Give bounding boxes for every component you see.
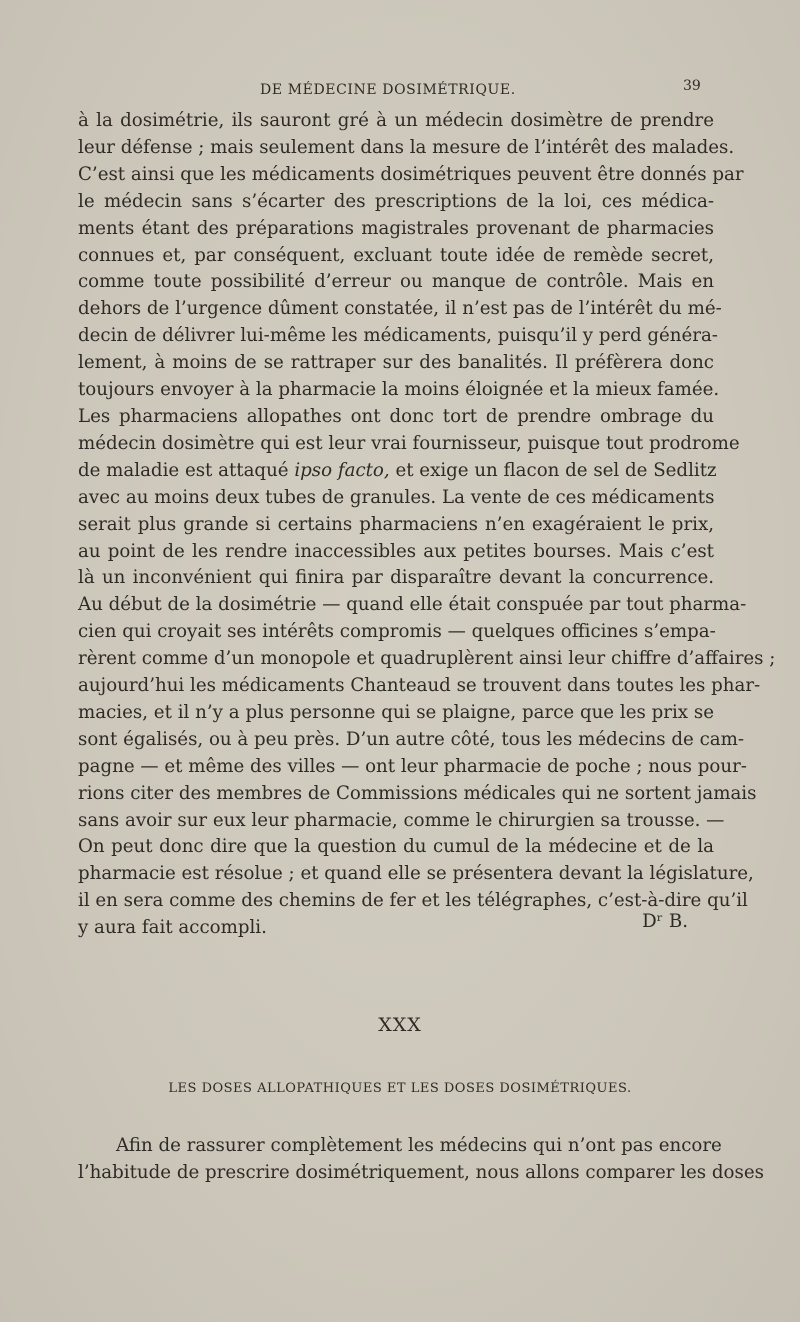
text-line: serait plus grande si certains pharmaciens n’en exagéraient le prix, bbox=[78, 513, 714, 535]
section-number: XXX bbox=[378, 1014, 422, 1036]
text-line: On peut donc dire que la question du cumul de la médecine et de la bbox=[78, 836, 714, 858]
text-line: toujours envoyer à la pharmacie la moins éloignée et la mieux famée. bbox=[78, 379, 720, 401]
text-line: rions citer des membres de Commissions médicales qui ne sortent jamais bbox=[78, 782, 757, 804]
text-line: à la dosimétrie, ils sauront gré à un médecin dosimètre de prendre bbox=[78, 110, 714, 131]
text-line-with-italic bbox=[78, 458, 717, 485]
text-line: dehors de l’urgence dûment constatée, il n’est pas de l’intérêt du mé- bbox=[78, 298, 722, 320]
text-line: aujourd’hui les médicaments Chanteaud se trouvent dans toutes les phar- bbox=[78, 675, 761, 697]
text-line: avec au moins deux tubes de granules. La vente de ces médicaments bbox=[78, 486, 715, 508]
text-line: decin de délivrer lui-même les médicaments, puisqu’il y perd généra- bbox=[78, 325, 718, 347]
text-segment: et exige un flacon de sel de Sedlitz bbox=[389, 459, 717, 481]
closing-line bbox=[78, 911, 714, 942]
text-line: Au début de la dosimétrie — quand elle était conspuée par tout pharma- bbox=[78, 594, 747, 616]
text-line: cien qui croyait ses intérêts compromis — quelques officines s’empa- bbox=[78, 621, 716, 643]
text-line: connues et, par conséquent, excluant toute idée de remède secret, bbox=[78, 244, 714, 266]
text-line: comme toute possibilité d’erreur ou manque de contrôle. Mais en bbox=[78, 271, 714, 293]
section-title: LES DOSES ALLOPATHIQUES ET LES DOSES DOSIMÉTRIQUES. bbox=[168, 1081, 632, 1096]
text-line: le médecin sans s’écarter des prescriptions de la loi, ces médica- bbox=[78, 190, 714, 212]
text-line: ments étant des préparations magistrales provenant de pharmacies bbox=[78, 217, 714, 239]
text-line: au point de les rendre inaccessibles aux petites bourses. Mais c’est bbox=[78, 540, 714, 562]
text-line: C’est ainsi que les médicaments dosimétriques peuvent être donnés par bbox=[78, 163, 744, 185]
paragraph-1 bbox=[78, 108, 776, 942]
page-number: 39 bbox=[683, 78, 701, 94]
text-line: rèrent comme d’un monopole et quadruplèrent ainsi leur chiffre d’affaires ; bbox=[78, 648, 776, 670]
text-line: leur défense ; mais seulement dans la mesure de l’intérêt des malades. bbox=[78, 136, 735, 158]
signature: Dʳ B. bbox=[642, 911, 688, 933]
text-line: pagne — et même des villes — ont leur pharmacie de poche ; nous pour- bbox=[78, 755, 747, 777]
text-line: sans avoir sur eux leur pharmacie, comme le chirurgien sa trousse. — bbox=[78, 809, 725, 831]
text-line: macies, et il n’y a plus personne qui se plaigne, parce que les prix se bbox=[78, 701, 714, 723]
text-segment: de maladie est attaqué bbox=[78, 459, 295, 481]
text-line: médecin dosimètre qui est leur vrai fournisseur, puisque tout prodrome bbox=[78, 432, 740, 454]
running-title: DE MÉDECINE DOSIMÉTRIQUE. bbox=[260, 82, 516, 98]
running-header bbox=[0, 78, 800, 102]
text-line: lement, à moins de se rattraper sur des banalités. Il préfèrera donc bbox=[78, 352, 714, 374]
paragraph-2 bbox=[78, 1132, 764, 1186]
text-line: pharmacie est résolue ; et quand elle se présentera devant la législature, bbox=[78, 863, 754, 885]
italic-phrase: ipso facto, bbox=[294, 459, 390, 481]
text-line: Les pharmaciens allopathes ont donc tort de prendre ombrage du bbox=[78, 405, 714, 427]
text-line: l’habitude de prescrire dosimétriquement, nous allons comparer les doses bbox=[78, 1162, 764, 1183]
text-line: Afin de rassurer complètement les médecins qui n’ont pas encore bbox=[116, 1135, 722, 1156]
text-line: sont égalisés, ou à peu près. D’un autre côté, tous les médecins de cam- bbox=[78, 728, 745, 750]
text-segment: y aura fait accompli. bbox=[78, 917, 267, 939]
text-line: il en sera comme des chemins de fer et les télégraphes, c’est-à-dire qu’il bbox=[78, 890, 748, 912]
text-line: là un inconvénient qui finira par disparaître devant la concurrence. bbox=[78, 567, 714, 589]
